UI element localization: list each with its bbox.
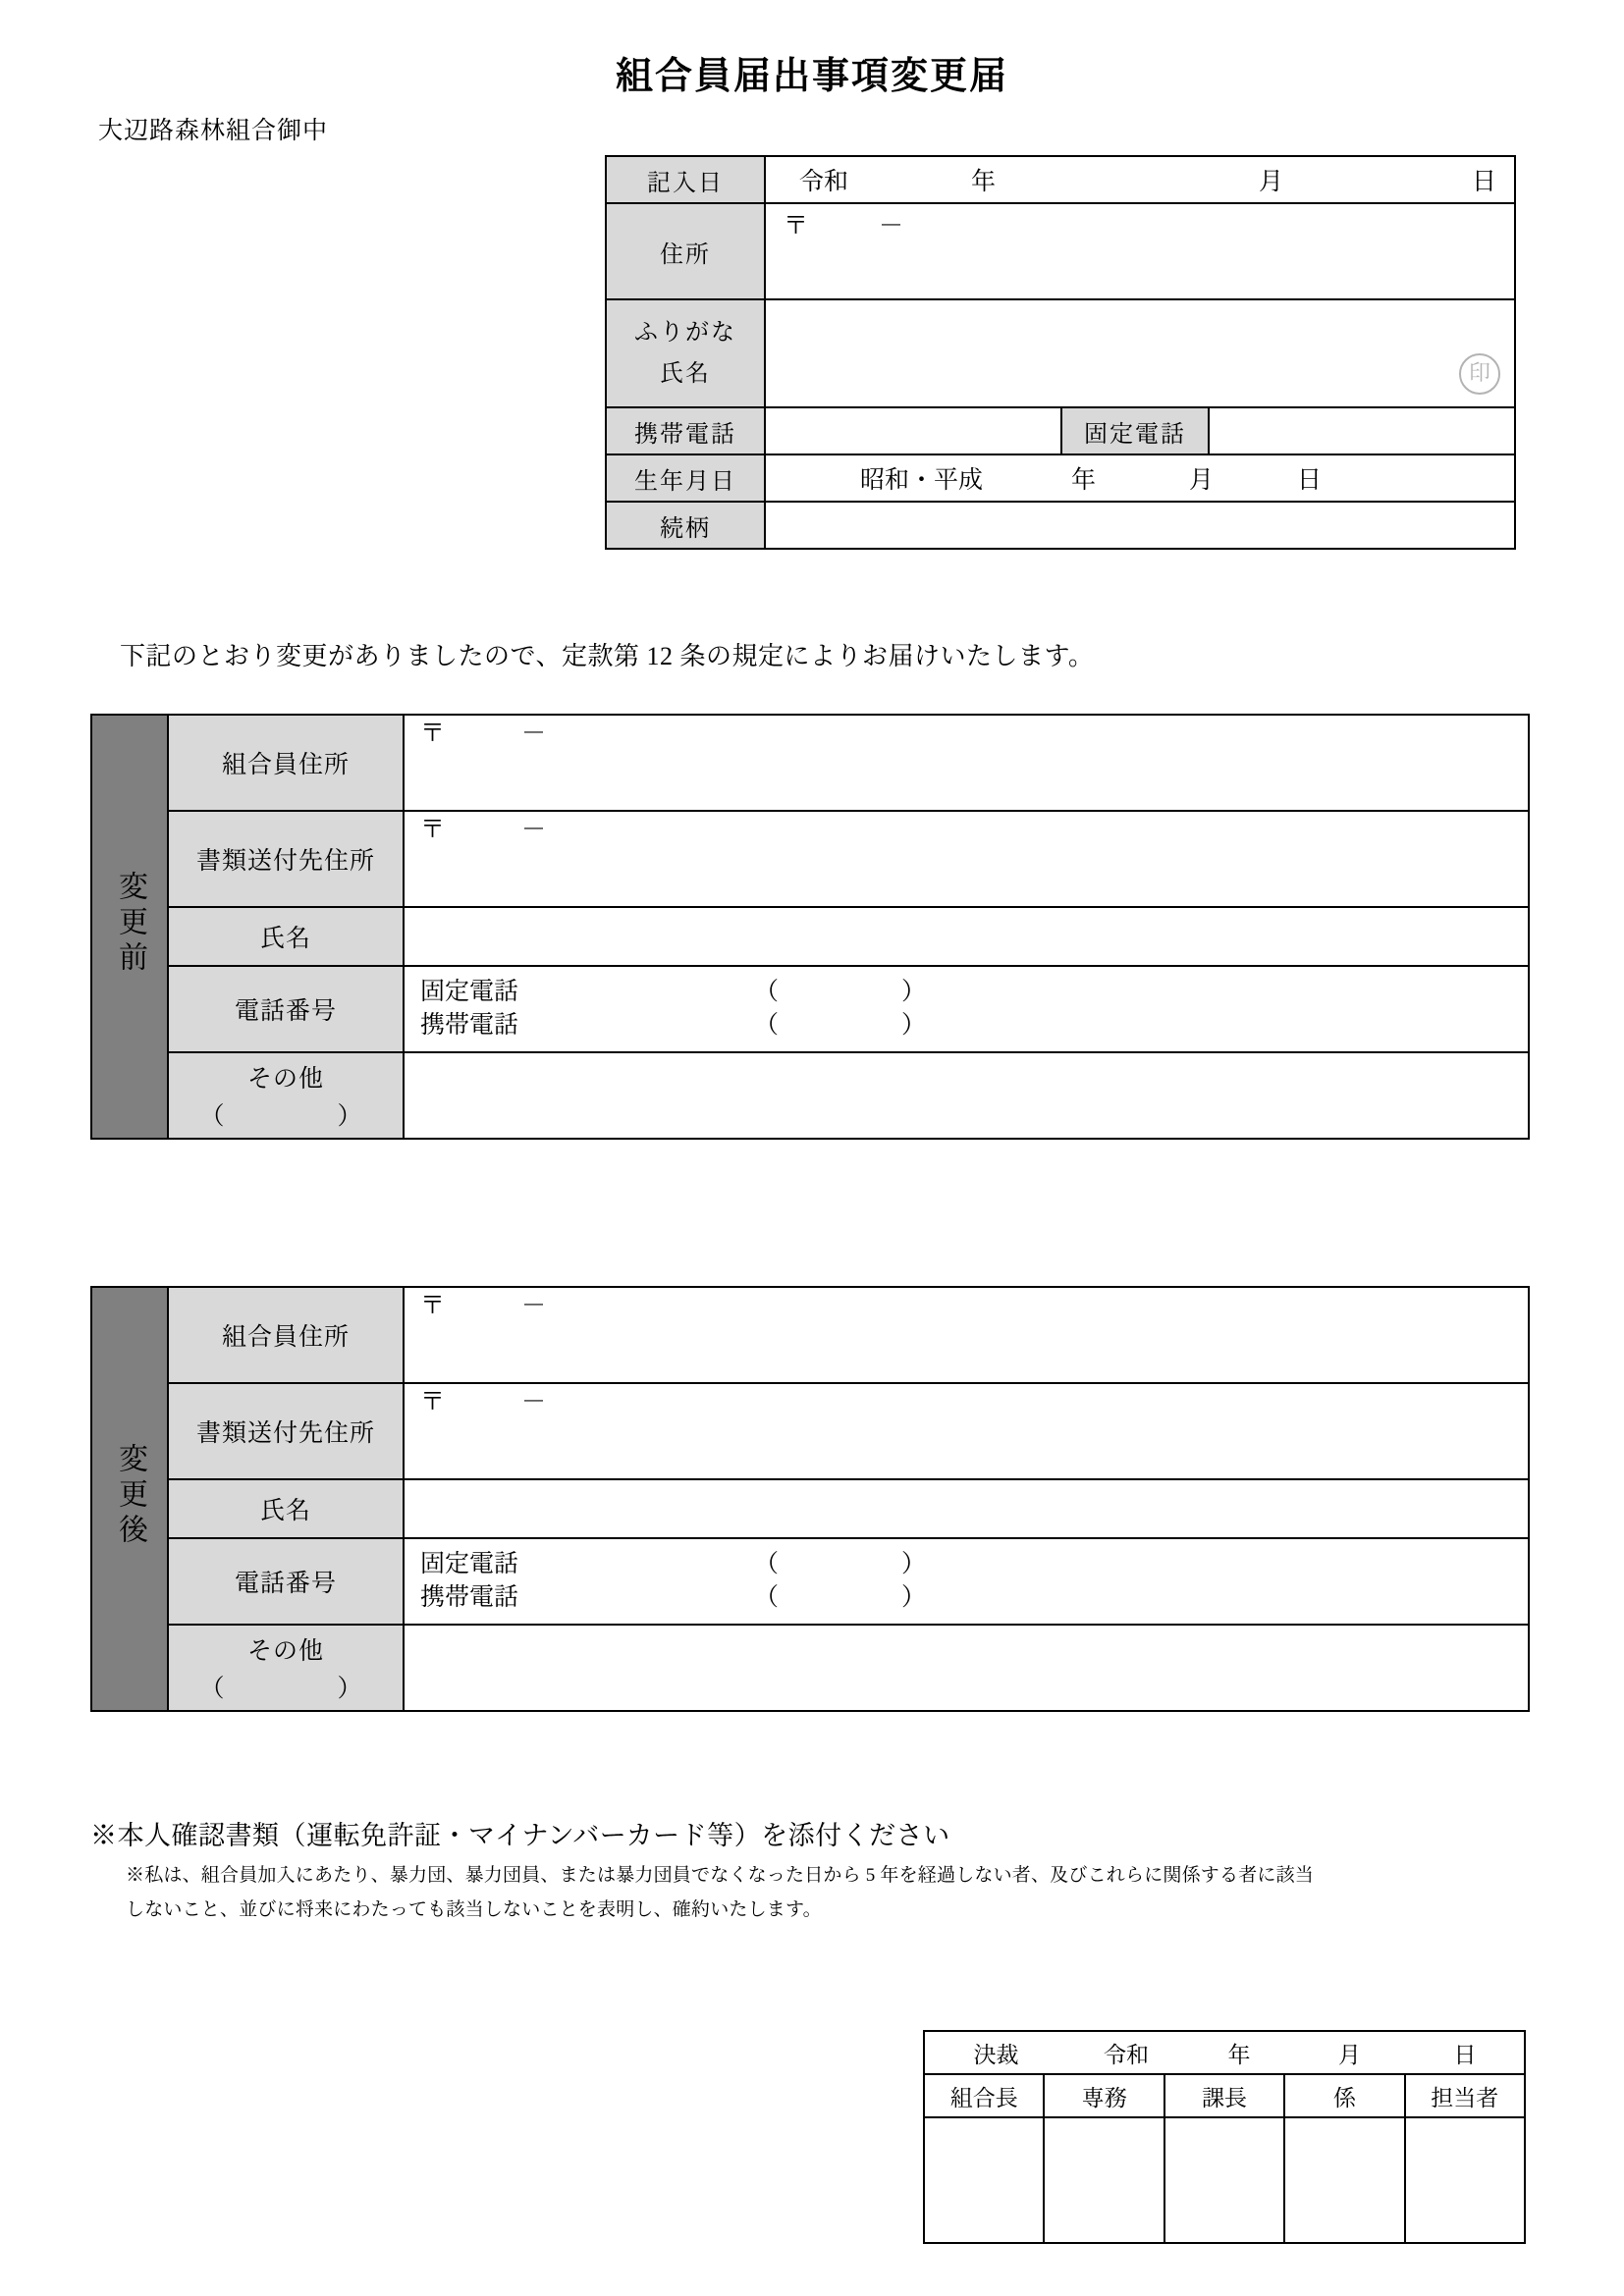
after-side-label: 変更後: [91, 1287, 168, 1711]
pledge-note-line-1: ※私は、組合員加入にあたり、暴力団、暴力団員、または暴力団員でなくなった日から 5 年を経過しない者、及びこれらに関係する者に該当: [126, 1865, 1315, 1886]
after-landline-label: 固定電話: [420, 1551, 519, 1578]
relation-row: [606, 502, 1515, 549]
entry-date-value-cell[interactable]: [765, 156, 1515, 203]
before-name-row: [91, 907, 1529, 966]
after-member-address-row: [91, 1287, 1529, 1383]
change-before-table: [90, 714, 1530, 1140]
mobile-phone-input[interactable]: [766, 408, 1061, 454]
after-phone-label: 電話番号: [168, 1538, 404, 1625]
before-member-address-label: 組合員住所: [168, 715, 404, 811]
approval-year-unit: 年: [1227, 2042, 1251, 2067]
intro-paragraph: 下記のとおり変更がありましたので、定款第 12 条の規定によりお届けいたします。: [120, 642, 1095, 670]
approval-signature-chairman[interactable]: [924, 2117, 1044, 2243]
birth-date-row: [606, 454, 1515, 502]
approval-column-director: 専務: [1044, 2074, 1164, 2117]
after-other-label: その他: [246, 1638, 324, 1665]
furigana-label: ふりがな: [634, 320, 736, 346]
approval-columns-row: [924, 2074, 1525, 2117]
after-mobile-label: 携帯電話: [420, 1584, 519, 1611]
after-name-label: 氏名: [168, 1479, 404, 1538]
before-mail-address-input[interactable]: [404, 811, 1529, 907]
before-side-label: 変更前: [91, 715, 168, 1139]
before-member-address-row: [91, 715, 1529, 811]
before-mobile-label: 携帯電話: [420, 1012, 519, 1039]
entry-date-label: 記入日: [606, 156, 765, 203]
birth-date-value-cell[interactable]: [765, 454, 1515, 502]
relation-value-cell[interactable]: [765, 502, 1515, 549]
postal-code-icon: 〒: [420, 1389, 446, 1415]
entry-date-era: 令和: [799, 169, 849, 195]
mobile-phone-label: 携帯電話: [606, 407, 765, 454]
approval-column-section-chief: 課長: [1164, 2074, 1284, 2117]
postal-dash: －: [521, 1293, 547, 1319]
entry-date-month-unit: 月: [1259, 169, 1284, 195]
before-phone-row: [91, 966, 1529, 1052]
postal-code-icon: 〒: [420, 1293, 446, 1319]
phone-row: [606, 407, 1515, 454]
after-landline-line[interactable]: [420, 1548, 1528, 1581]
landline-phone-label: 固定電話: [1061, 408, 1209, 454]
approval-signature-director[interactable]: [1044, 2117, 1164, 2243]
after-other-input[interactable]: [404, 1625, 1529, 1711]
after-mail-address-label: 書類送付先住所: [168, 1383, 404, 1479]
approval-signature-clerk[interactable]: [1284, 2117, 1404, 2243]
entry-date-year-unit: 年: [971, 169, 997, 195]
page-title: 組合員届出事項変更届: [615, 56, 1008, 97]
approval-header-cell: [924, 2031, 1525, 2074]
change-after-table: [90, 1286, 1530, 1712]
before-phone-label: 電話番号: [168, 966, 404, 1052]
approval-column-chairman: 組合長: [924, 2074, 1044, 2117]
before-mobile-paren-open: （: [754, 1012, 780, 1039]
before-other-label-cell: [168, 1052, 404, 1139]
phone-cells-wrapper: [765, 407, 1515, 454]
address-value-cell[interactable]: [765, 203, 1515, 299]
before-member-address-input[interactable]: [404, 715, 1529, 811]
birth-date-year-unit: 年: [1071, 467, 1097, 494]
after-name-input[interactable]: [404, 1479, 1529, 1538]
pledge-note: [126, 1858, 1540, 1927]
address-label: 住所: [606, 203, 765, 299]
identity-document-note: ※本人確認書類（運転免許証・マイナンバーカード等）を添付ください: [90, 1821, 950, 1850]
postal-dash: －: [879, 213, 904, 240]
address-row: [606, 203, 1515, 299]
name-row: [606, 299, 1515, 407]
approval-signature-row: [924, 2117, 1525, 2243]
after-other-row: [91, 1625, 1529, 1711]
approval-signature-person-in-charge[interactable]: [1405, 2117, 1525, 2243]
name-value-cell[interactable]: [765, 299, 1515, 407]
before-landline-paren-close: ）: [901, 979, 927, 1006]
relation-label: 続柄: [606, 502, 765, 549]
name-label: 氏名: [660, 361, 711, 387]
before-landline-line[interactable]: [420, 976, 1528, 1009]
before-other-label: その他: [246, 1066, 324, 1093]
name-label-cell: [606, 299, 765, 407]
after-phone-input[interactable]: [404, 1538, 1529, 1625]
postal-code-icon: 〒: [420, 817, 446, 843]
after-member-address-label: 組合員住所: [168, 1287, 404, 1383]
after-member-address-input[interactable]: [404, 1287, 1529, 1383]
birth-date-month-unit: 月: [1189, 467, 1215, 494]
approval-column-person-in-charge: 担当者: [1405, 2074, 1525, 2117]
postal-dash: －: [521, 721, 547, 747]
approval-header-row: [924, 2031, 1525, 2074]
before-landline-paren-open: （: [754, 979, 780, 1006]
before-landline-label: 固定電話: [420, 979, 519, 1006]
before-other-input[interactable]: [404, 1052, 1529, 1139]
approval-stamp-table: [923, 2030, 1526, 2244]
before-other-row: [91, 1052, 1529, 1139]
approval-title: 決裁: [973, 2042, 1019, 2067]
after-landline-paren-open: （: [754, 1551, 780, 1578]
after-other-label-cell: [168, 1625, 404, 1711]
birth-date-day-unit: 日: [1297, 467, 1323, 494]
approval-month-unit: 月: [1338, 2042, 1361, 2067]
addressee-line: 大辺路森林組合御中: [98, 118, 329, 144]
approval-day-unit: 日: [1453, 2042, 1477, 2067]
after-phone-row: [91, 1538, 1529, 1625]
after-mobile-line[interactable]: [420, 1581, 1528, 1615]
entry-date-day-unit: 日: [1471, 169, 1496, 195]
approval-era: 令和: [1104, 2042, 1149, 2067]
approval-signature-section-chief[interactable]: [1164, 2117, 1284, 2243]
entry-date-row: [606, 156, 1515, 203]
before-other-sub-label: （ ）: [199, 1103, 372, 1130]
before-name-label: 氏名: [168, 907, 404, 966]
after-name-row: [91, 1479, 1529, 1538]
postal-code-icon: 〒: [420, 721, 446, 747]
after-landline-paren-close: ）: [901, 1551, 927, 1578]
before-mobile-paren-close: ）: [901, 1012, 927, 1039]
landline-phone-input[interactable]: [1209, 408, 1514, 454]
pledge-note-line-2: しないこと、並びに将来にわたっても該当しないことを表明し、確約いたします。: [126, 1899, 822, 1921]
before-mail-address-label: 書類送付先住所: [168, 811, 404, 907]
after-mobile-paren-open: （: [754, 1584, 780, 1611]
before-name-input[interactable]: [404, 907, 1529, 966]
before-mail-address-row: [91, 811, 1529, 907]
approval-column-clerk: 係: [1284, 2074, 1404, 2117]
before-mobile-line[interactable]: [420, 1009, 1528, 1042]
after-mobile-paren-close: ）: [901, 1584, 927, 1611]
postal-code-icon: 〒: [784, 213, 809, 240]
postal-dash: －: [521, 817, 547, 843]
seal-stamp-icon: 印: [1459, 353, 1500, 395]
applicant-info-table: [605, 155, 1516, 550]
after-other-sub-label: （ ）: [199, 1676, 372, 1702]
after-mail-address-row: [91, 1383, 1529, 1479]
after-mail-address-input[interactable]: [404, 1383, 1529, 1479]
postal-dash: －: [521, 1389, 547, 1415]
birth-date-label: 生年月日: [606, 454, 765, 502]
birth-date-era: 昭和・平成: [860, 467, 984, 494]
before-phone-input[interactable]: [404, 966, 1529, 1052]
